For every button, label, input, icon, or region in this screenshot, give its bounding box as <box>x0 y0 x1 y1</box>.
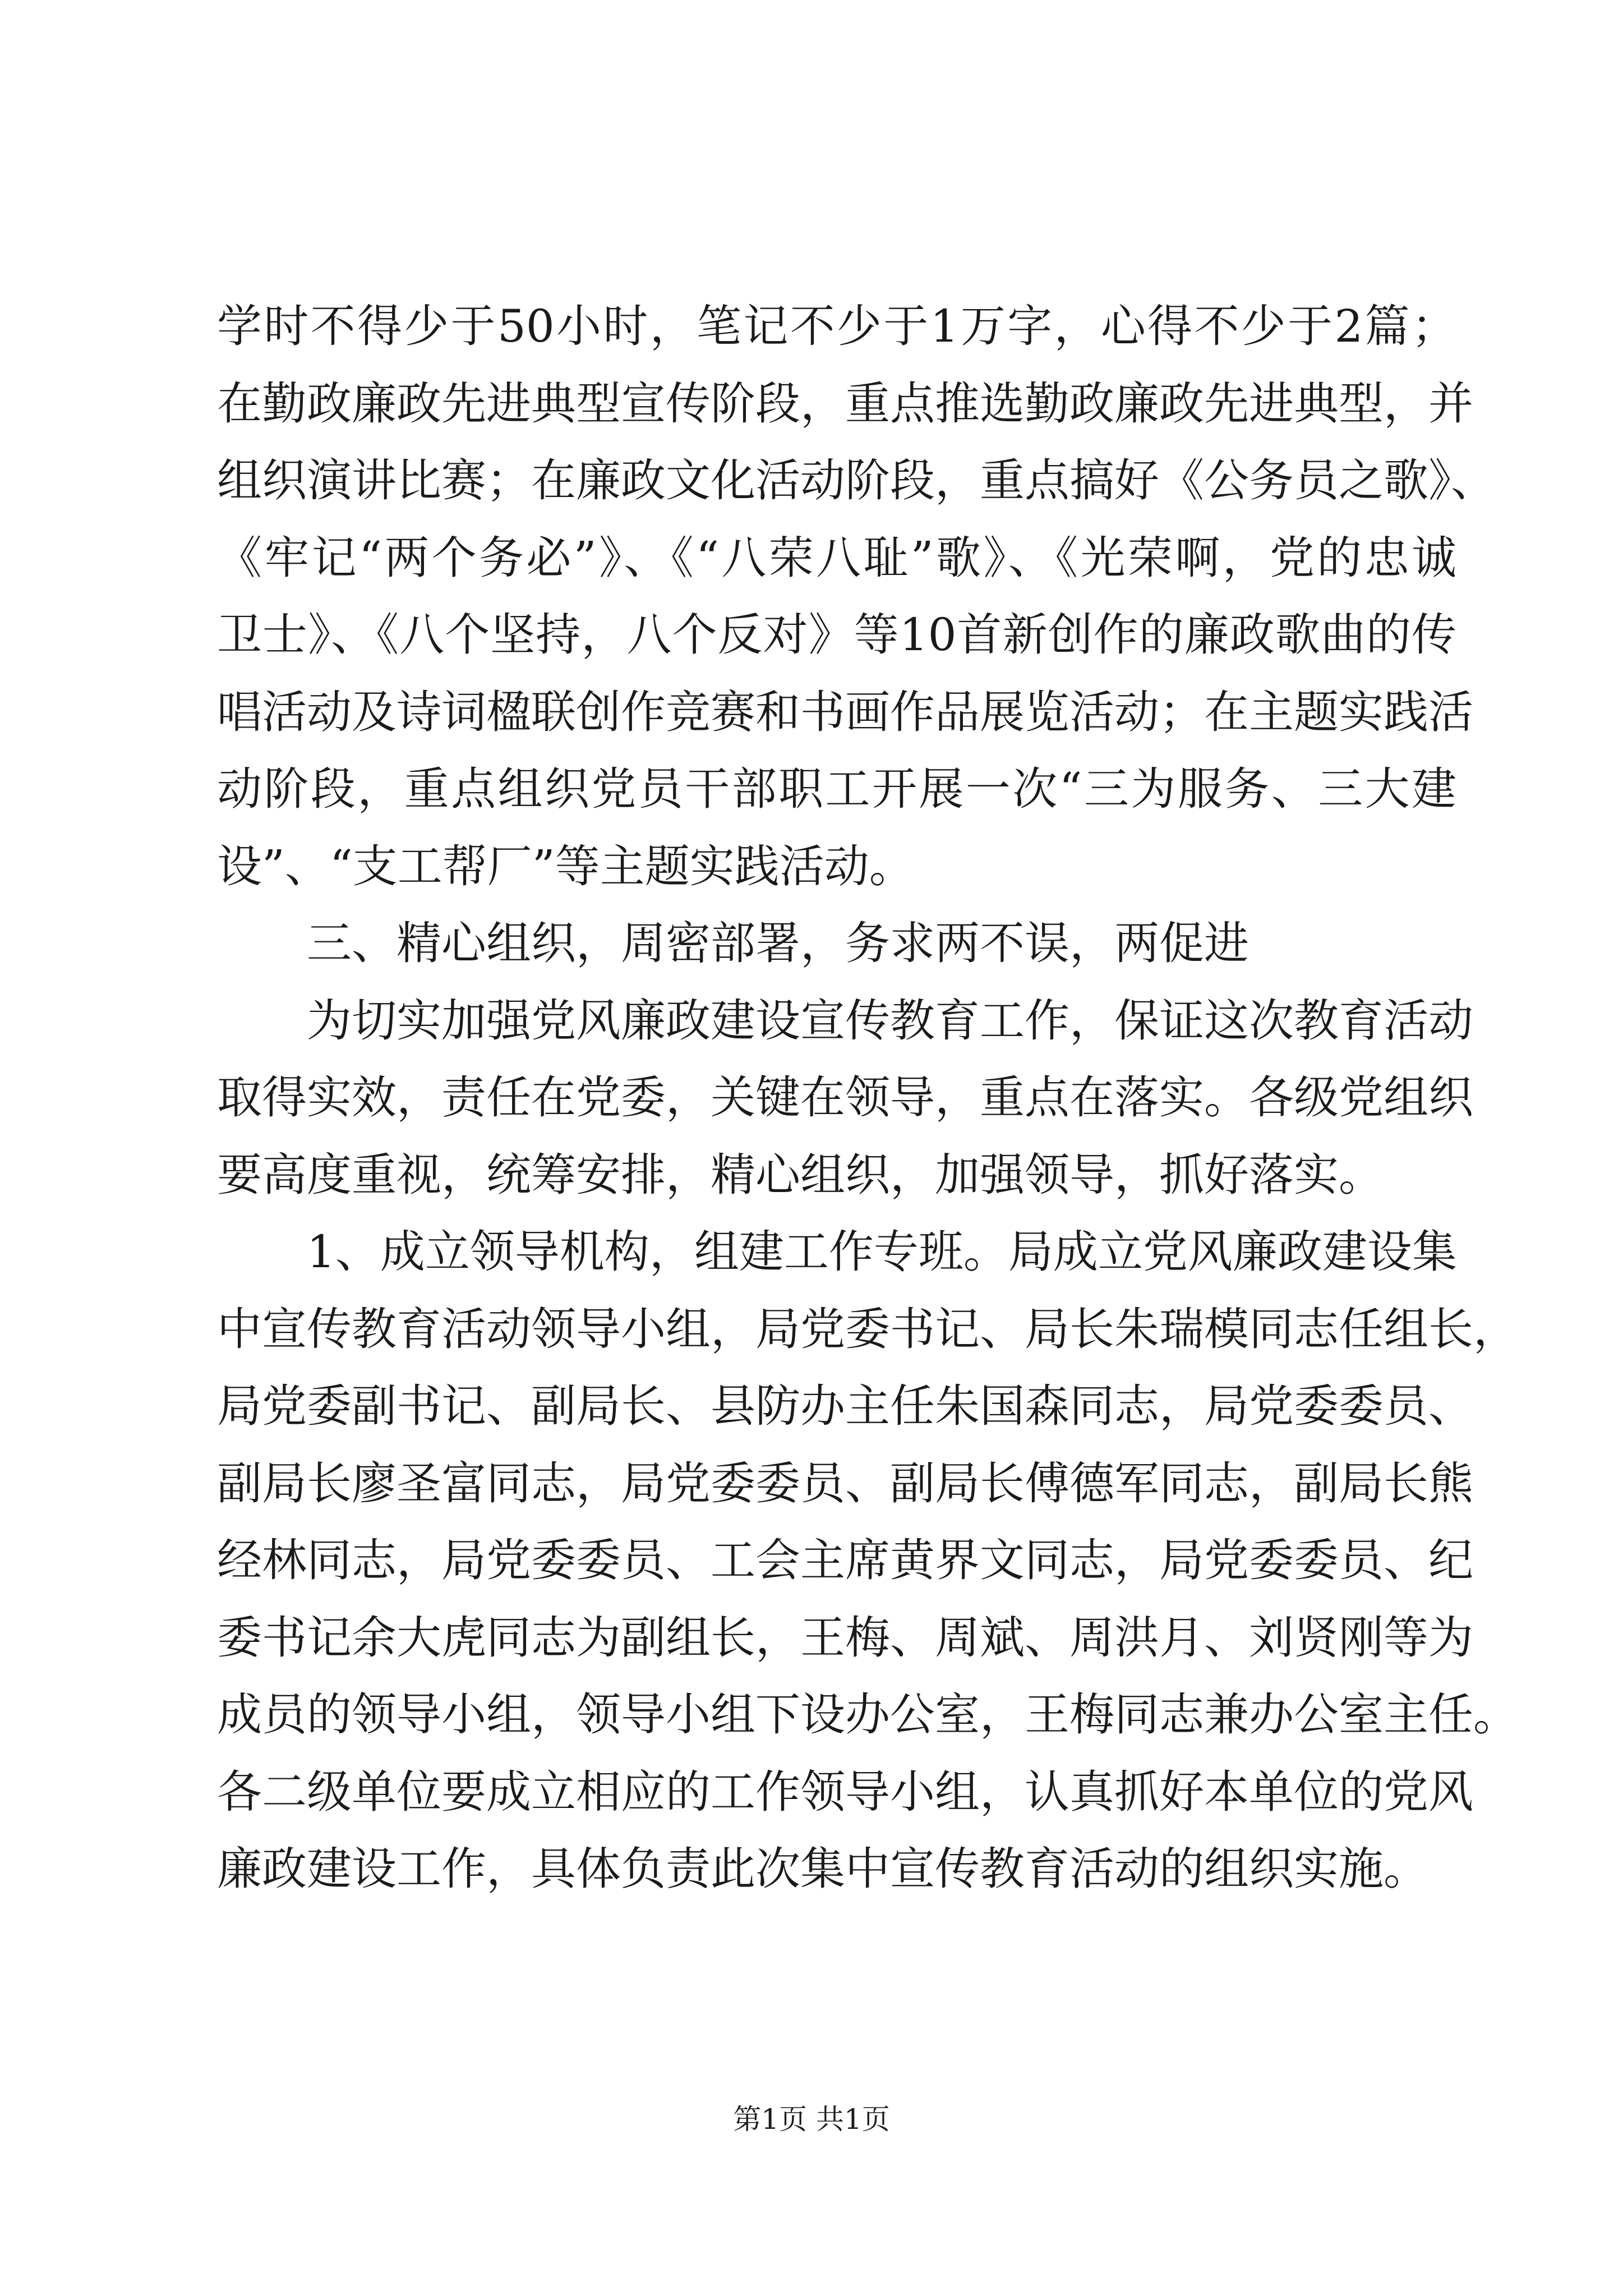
text-line: 成员的领导小组，领导小组下设办公室，王梅同志兼办公室主任。 <box>217 1688 1518 1741</box>
text-line: 要高度重视，统筹安排，精心组织，加强领导，抓好落实。 <box>217 1148 1384 1201</box>
text-line: 在勤政廉政先进典型宣传阶段，重点推选勤政廉政先进典型，并 <box>217 377 1473 430</box>
text-line: 中宣传教育活动领导小组，局党委书记、局长朱瑞模同志任组长， <box>217 1303 1518 1355</box>
text-line: 取得实效，责任在党委，关键在领导，重点在落实。各级党组织 <box>217 1071 1473 1124</box>
text-line: 卫士》、《八个坚持，八个反对》等10首新创作的廉政歌曲的传 <box>217 609 1456 661</box>
section-heading: 三、精心组织，周密部署，务求两不误，两促进 <box>307 917 1249 969</box>
text-line: 局党委副书记、副局长、县防办主任朱国森同志，局党委委员、 <box>217 1380 1473 1432</box>
text-line: 委书记余大虎同志为副组长，王梅、周斌、周洪月、刘贤刚等为 <box>217 1611 1473 1664</box>
text-line: 唱活动及诗词楹联创作竞赛和书画作品展览活动；在主题实践活 <box>217 685 1473 738</box>
text-line: 设”、“支工帮厂”等主题实践活动。 <box>217 840 914 892</box>
text-line: 《牢记“两个务必”》、《“八荣八耻”歌》、《光荣啊，党的忠诚 <box>217 531 1456 584</box>
text-line: 组织演讲比赛；在廉政文化活动阶段，重点搞好《公务员之歌》、 <box>217 454 1496 507</box>
text-line: 各二级单位要成立相应的工作领导小组，认真抓好本单位的党风 <box>217 1765 1473 1818</box>
page-footer: 第1页 共1页 <box>733 2103 890 2136</box>
text-line: 动阶段，重点组织党员干部职工开展一次“三为服务、三大建 <box>217 763 1456 815</box>
text-line: 副局长廖圣富同志，局党委委员、副局长傅德军同志，副局长熊 <box>217 1457 1473 1510</box>
text-line: 廉政建设工作，具体负责此次集中宣传教育活动的组织实施。 <box>217 1843 1428 1895</box>
text-line: 1、成立领导机构，组建工作专班。局成立党风廉政建设集 <box>307 1226 1457 1278</box>
document-body <box>217 288 1518 1908</box>
text-line: 为切实加强党风廉政建设宣传教育工作，保证这次教育活动 <box>307 994 1473 1047</box>
text-line: 经林同志，局党委委员、工会主席黄界文同志，局党委委员、纪 <box>217 1534 1473 1586</box>
text-line: 学时不得少于50小时，笔记不少于1万字，心得不少于2篇； <box>217 300 1456 352</box>
